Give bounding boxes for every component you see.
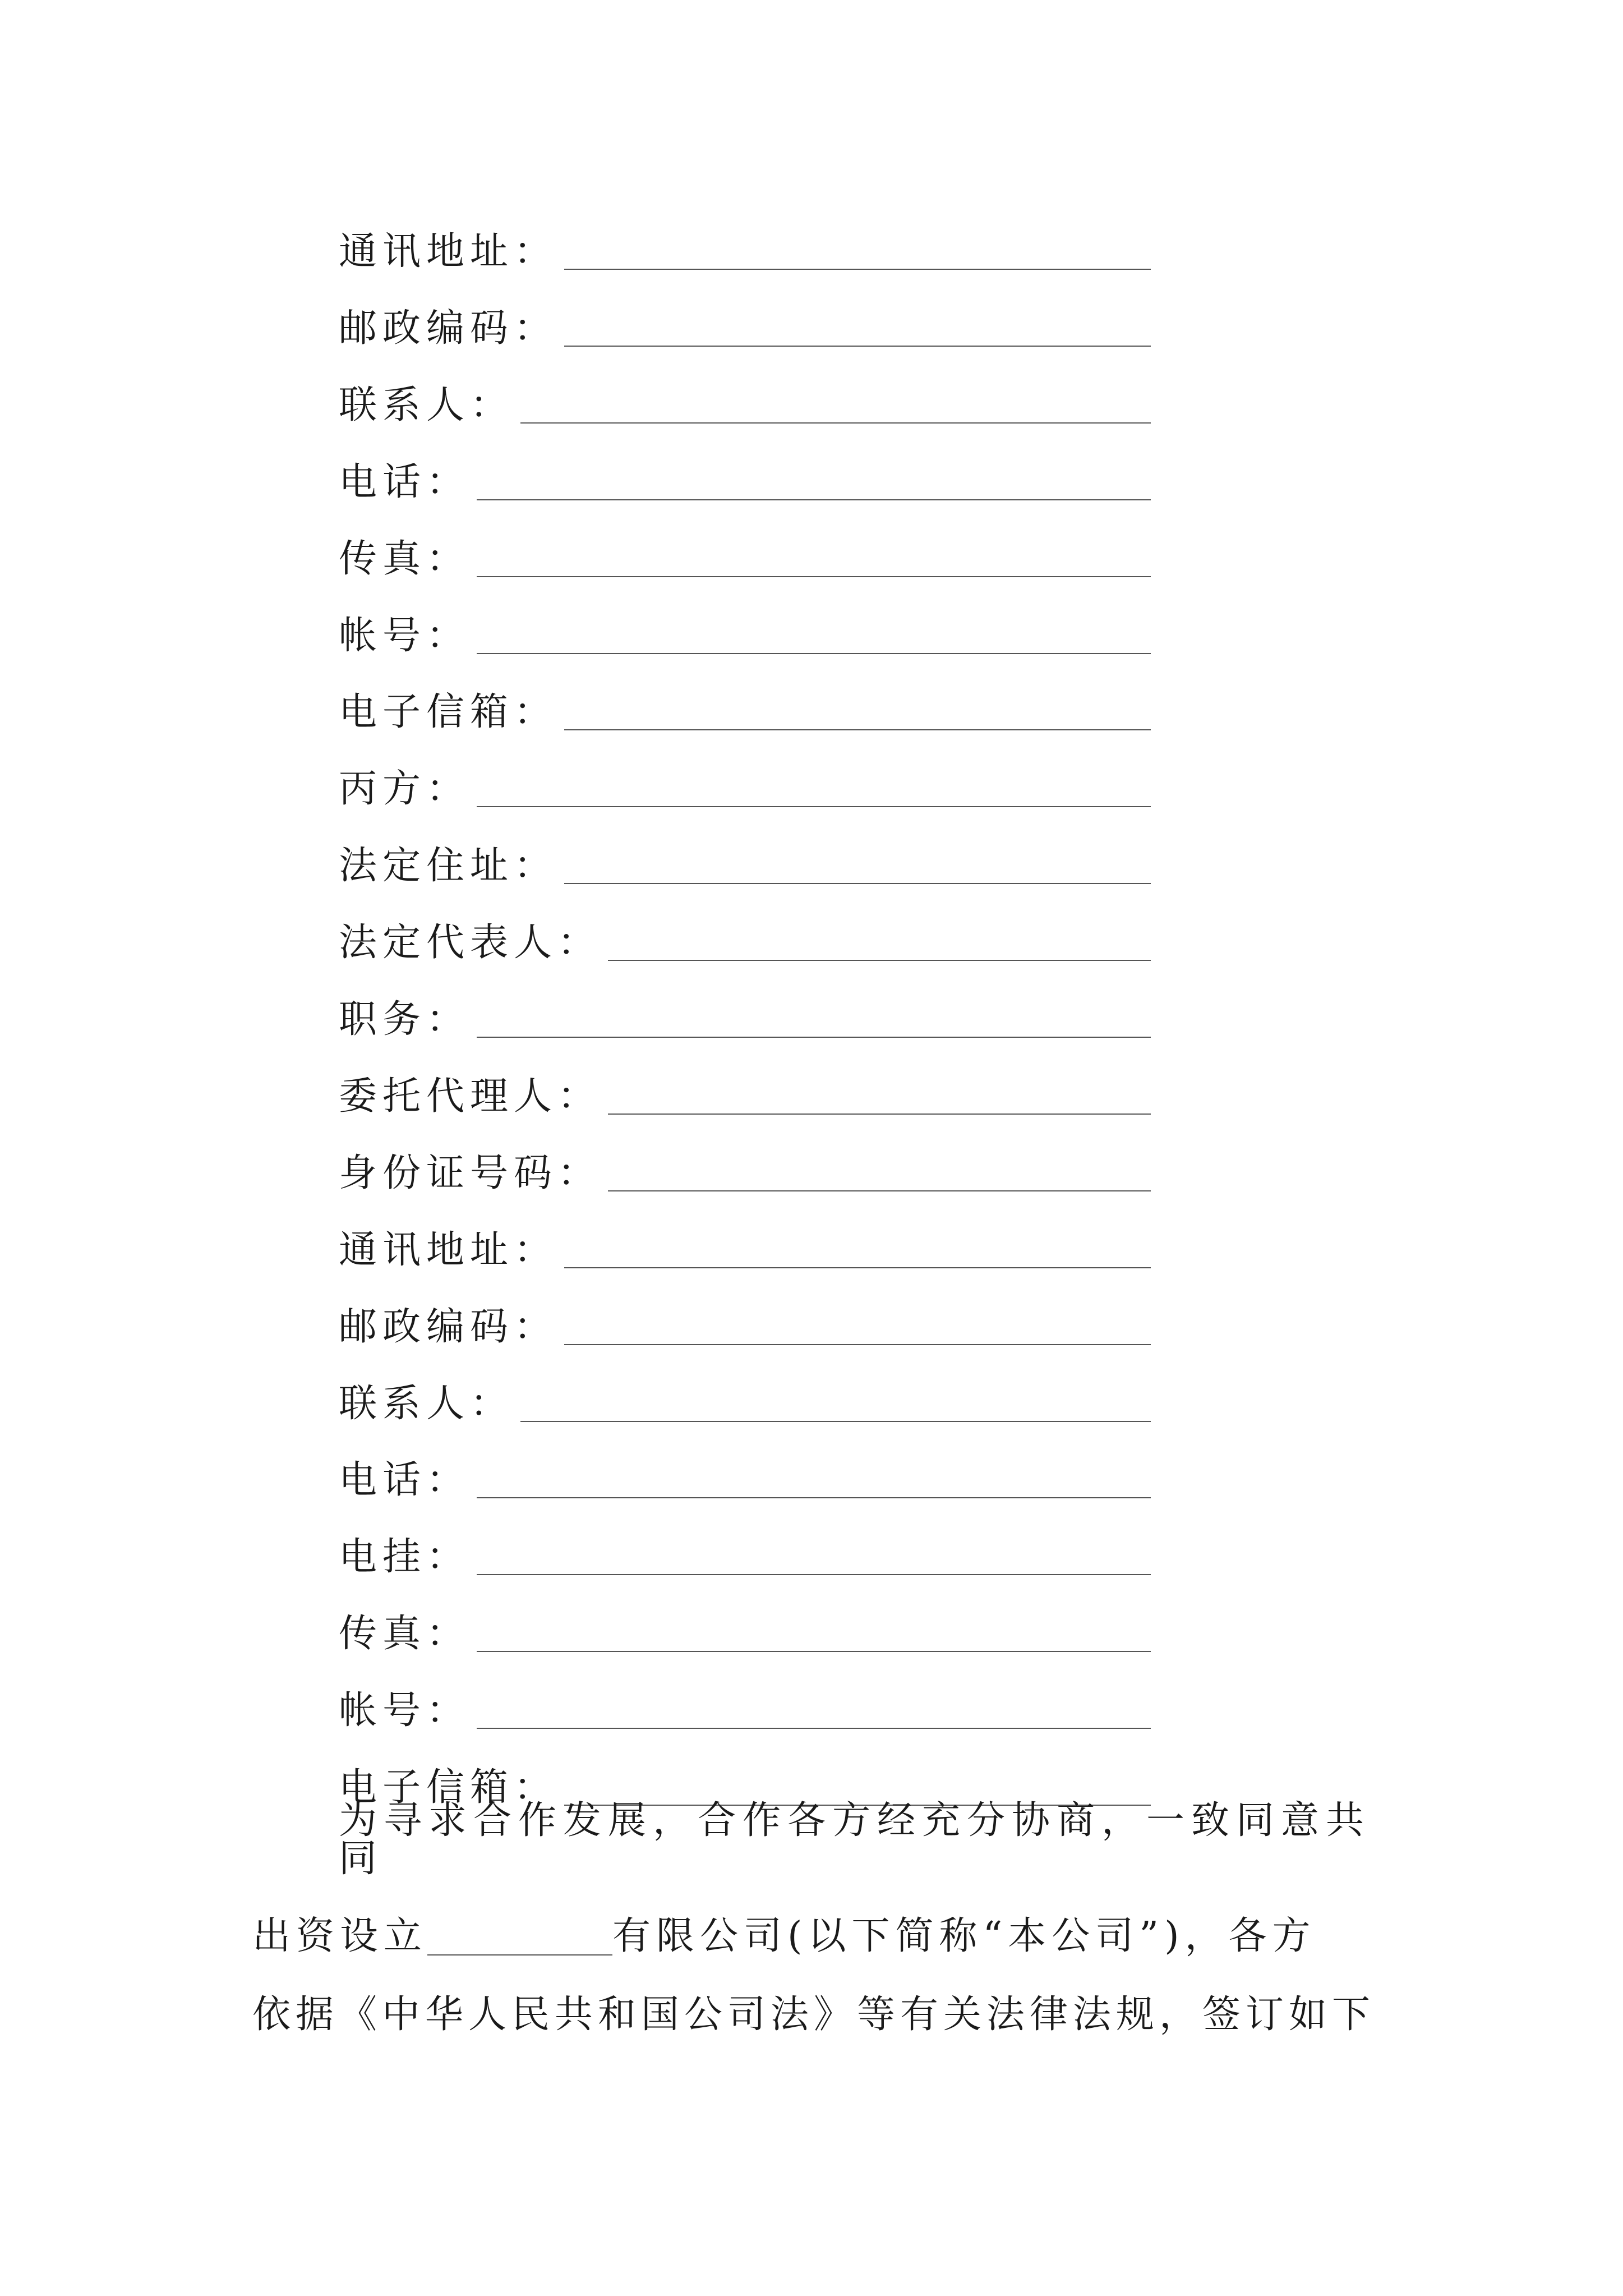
- field-label: 传真：: [339, 1612, 471, 1656]
- field-label: 电子信箱：: [339, 1765, 558, 1810]
- field-label: 电话：: [339, 460, 471, 504]
- field-label: 联系人：: [339, 383, 514, 427]
- paragraph-text-2b: 有限公司(以下简称“本公司”)，各方: [612, 1914, 1316, 1958]
- field-blank-line[interactable]: [477, 1574, 1151, 1575]
- field-label: 电子信箱：: [339, 690, 558, 734]
- field-blank-line[interactable]: [608, 1190, 1151, 1191]
- form-field-row: [339, 896, 1151, 963]
- field-label: 邮政编码：: [339, 306, 558, 351]
- field-blank-line[interactable]: [564, 1344, 1151, 1345]
- field-blank-line[interactable]: [564, 1267, 1151, 1268]
- field-blank-line[interactable]: [477, 806, 1151, 807]
- form-field-row: [339, 1741, 1151, 1808]
- form-field-row: [339, 1280, 1151, 1347]
- field-label: 联系人：: [339, 1382, 514, 1426]
- field-blank-line[interactable]: [477, 499, 1151, 500]
- field-blank-line[interactable]: [477, 1728, 1151, 1729]
- field-label: 身份证号码：: [339, 1151, 602, 1195]
- field-label: 电挂：: [339, 1535, 471, 1579]
- paragraph-text-2a: 出资设立: [252, 1914, 428, 1958]
- field-label: 通讯地址：: [339, 1228, 558, 1272]
- form-field-row: [339, 589, 1151, 656]
- form-field-row: [339, 973, 1151, 1040]
- form-field-row: [339, 1126, 1151, 1194]
- form-field-row: [339, 358, 1151, 426]
- form-field-row: [339, 665, 1151, 733]
- field-blank-line[interactable]: [564, 883, 1151, 884]
- form-field-row: [339, 282, 1151, 349]
- paragraph-line-3: [252, 1984, 1391, 2037]
- form-field-row: [339, 1510, 1151, 1577]
- field-blank-line[interactable]: [564, 346, 1151, 347]
- form-field-row: [339, 1587, 1151, 1654]
- form-field-row: [339, 742, 1151, 809]
- field-blank-line[interactable]: [608, 960, 1151, 961]
- form-field-row: [339, 1664, 1151, 1731]
- field-label: 法定住址：: [339, 844, 558, 888]
- paragraph-line-2: [252, 1905, 1391, 1958]
- field-label: 法定代表人：: [339, 921, 602, 965]
- paragraph-text-3: 依据《中华人民共和国公司法》等有关法律法规，签订如下: [252, 1993, 1376, 2037]
- paragraph-text-1: 为寻求合作发展，合作各方经充分协商，一致同意共同: [339, 1798, 1371, 1881]
- field-label: 帐号：: [339, 1688, 471, 1733]
- paragraph-text-2: [252, 1914, 1316, 1958]
- field-blank-line[interactable]: [477, 1497, 1151, 1498]
- form-field-row: [339, 1050, 1151, 1117]
- form-field-row: [339, 819, 1151, 886]
- field-label: 丙方：: [339, 767, 471, 811]
- company-name-blank[interactable]: [427, 1921, 612, 1955]
- form-field-row: [339, 1433, 1151, 1501]
- field-label: 帐号：: [339, 614, 471, 658]
- form-field-row: [339, 205, 1151, 272]
- field-blank-line[interactable]: [477, 1651, 1151, 1652]
- field-blank-line[interactable]: [477, 653, 1151, 654]
- field-blank-line[interactable]: [520, 422, 1151, 424]
- field-label: 职务：: [339, 997, 471, 1042]
- field-blank-line[interactable]: [608, 1114, 1151, 1115]
- field-label: 邮政编码：: [339, 1305, 558, 1349]
- field-label: 电话：: [339, 1458, 471, 1502]
- field-blank-line[interactable]: [564, 269, 1151, 270]
- field-blank-line[interactable]: [477, 576, 1151, 577]
- field-label: 委托代理人：: [339, 1074, 602, 1119]
- field-label: 通讯地址：: [339, 229, 558, 274]
- field-blank-line[interactable]: [520, 1421, 1151, 1422]
- form-field-row: [339, 512, 1151, 579]
- paragraph-line-1: [339, 1798, 1391, 1881]
- field-blank-line[interactable]: [564, 729, 1151, 730]
- form-field-row: [339, 1357, 1151, 1424]
- form-field-row: [339, 435, 1151, 503]
- field-label: 传真：: [339, 537, 471, 581]
- form-field-row: [339, 1203, 1151, 1271]
- field-blank-line[interactable]: [477, 1037, 1151, 1038]
